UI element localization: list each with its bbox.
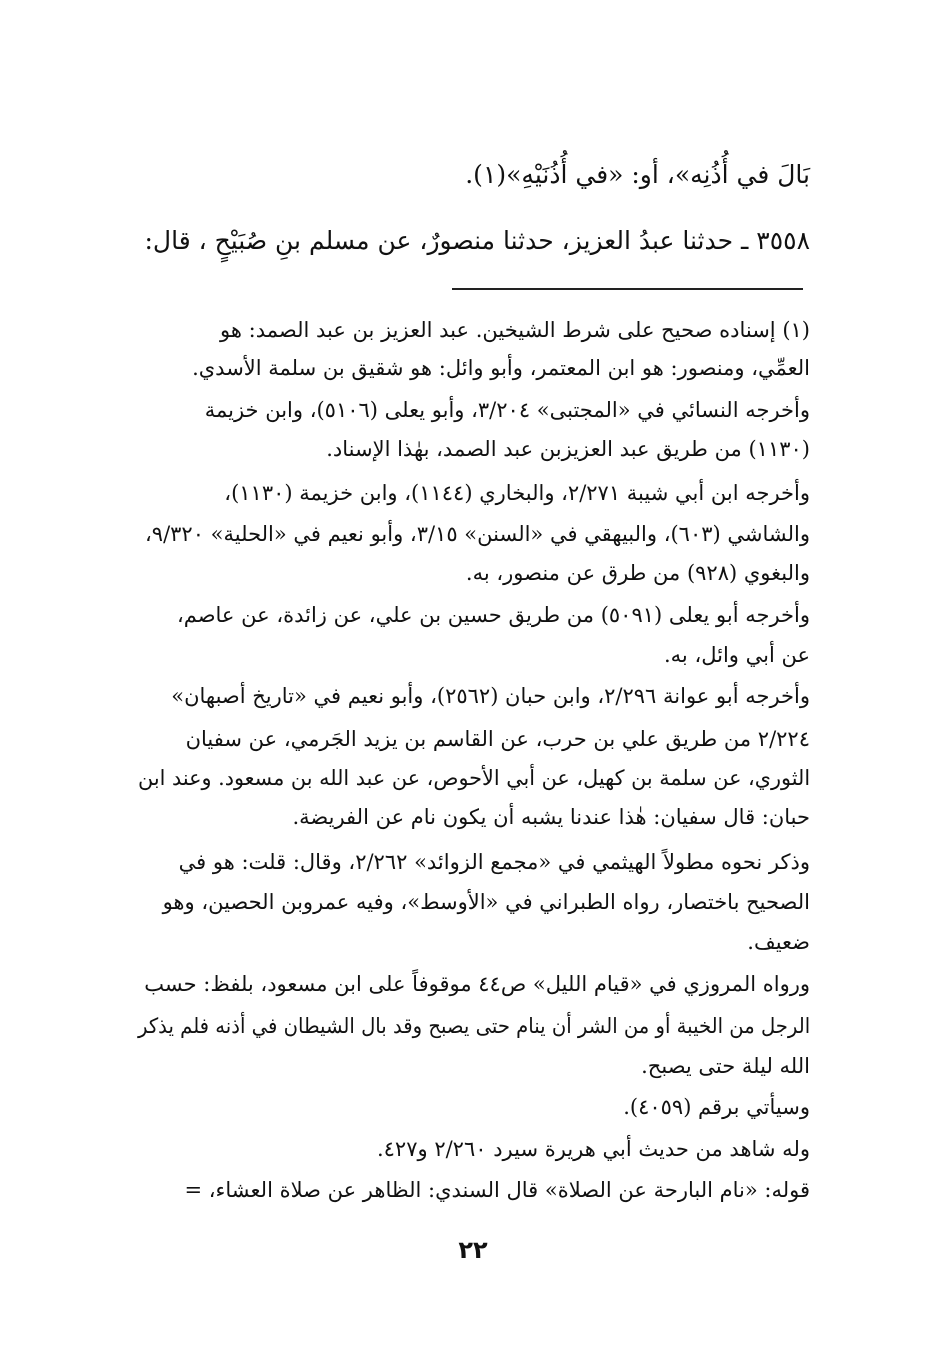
footnote-separator bbox=[452, 288, 803, 290]
footnote-line: وسيأتي برقم (٤٠٥٩). bbox=[623, 1095, 810, 1119]
footnote-line: وأخرجه ابن أبي شيبة ٢/٢٧١، والبخاري (١١٤٤)، وابن خزيمة (١١٣٠)، bbox=[224, 481, 810, 505]
footnote-line: العمِّي، ومنصور: هو ابن المعتمر، وأبو وائل: هو شقيق بن سلمة الأسدي. bbox=[192, 356, 810, 380]
footnote-line: وأخرجه أبو يعلى (٥٠٩١) من طريق حسين بن علي، عن زائدة، عن عاصم، bbox=[176, 603, 810, 627]
footnote-line: الله ليلة حتى يصبح. bbox=[641, 1054, 810, 1078]
footnote-line: ورواه المروزي في «قيام الليل» ص٤٤ موقوفاً على ابن مسعود، بلفظ: حسب bbox=[144, 972, 810, 996]
footnote-line: عن أبي وائل، به. bbox=[663, 643, 810, 667]
footnote-line: الرجل من الخيبة أو من الشر أن ينام حتى يصبح وقد بال الشيطان في أذنه فلم يذكر bbox=[137, 1014, 810, 1038]
footnote-line: وذكر نحوه مطولاً الهيثمي في «مجمع الزوائد» ٢/٢٦٢، وقال: قلت: هو في bbox=[178, 850, 810, 874]
footnote-line: والبغوي (٩٢٨) من طرق عن منصور، به. bbox=[465, 561, 810, 585]
main-text-line-2: ٣٥٥٨ ـ حدثنا عبدُ العزيز، حدثنا منصورٌ، عن مسلم بنِ صُبَيْحٍ ، قال: bbox=[144, 226, 810, 255]
footnote-line: حبان: قال سفيان: هٰذا عندنا يشبه أن يكون نام عن الفريضة. bbox=[292, 805, 810, 829]
footnote-line: والشاشي (٦٠٣)، والبيهقي في «السنن» ٣/١٥، وأبو نعيم في «الحلية» ٩/٣٢٠، bbox=[145, 522, 810, 546]
footnote-line: الثوري، عن سلمة بن كهيل، عن أبي الأحوص، عن عبد الله بن مسعود. وعند ابن bbox=[137, 766, 810, 790]
footnote-line: (١١٣٠) من طريق عبد العزيزبن عبد الصمد، بهٰذا الإسناد. bbox=[326, 437, 810, 461]
page-number: ٢٢ bbox=[458, 1236, 488, 1264]
main-text-line-1: بَالَ في أُذُنِه»، أو: «في أُذُنَيْهِ»(١). bbox=[465, 160, 810, 189]
footnote-line: وأخرجه النسائي في «المجتبى» ٣/٢٠٤، وأبو يعلى (٥١٠٦)، وابن خزيمة bbox=[204, 398, 810, 422]
footnote-line: وأخرجه أبو عوانة ٢/٢٩٦، وابن حبان (٢٥٦٢)، وأبو نعيم في «تاريخ أصبهان» bbox=[171, 684, 810, 708]
footnote-line: قوله: «نام البارحة عن الصلاة» قال السندي: الظاهر عن صلاة العشاء، = bbox=[184, 1178, 810, 1202]
footnote-line: ضعيف. bbox=[747, 930, 810, 954]
footnote-line: الصحيح باختصار، رواه الطبراني في «الأوسط»، وفيه عمروبن الحصين، وهو bbox=[162, 890, 810, 914]
footnote-line: ٢/٢٢٤ من طريق علي بن حرب، عن القاسم بن يزيد الجَرمي، عن سفيان bbox=[185, 727, 810, 751]
footnote-line: (١) إسناده صحيح على شرط الشيخين. عبد العزيز بن عبد الصمد: هو bbox=[220, 318, 810, 342]
footnote-line: وله شاهد من حديث أبي هريرة سيرد ٢/٢٦٠ و٤٢٧. bbox=[376, 1137, 810, 1161]
